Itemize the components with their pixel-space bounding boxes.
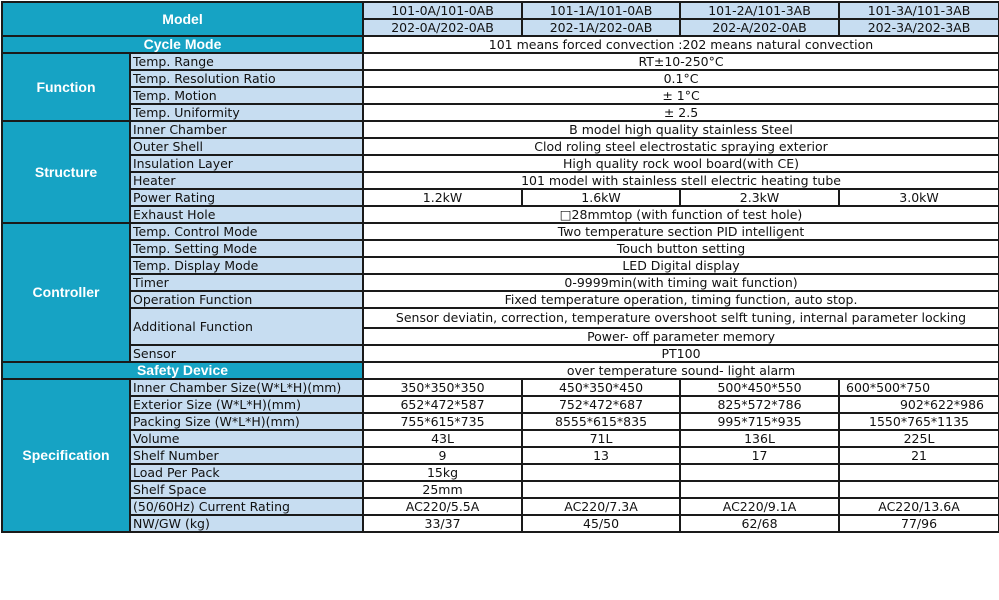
- row-label: Additional Function: [130, 308, 363, 345]
- safety-device-label: Safety Device: [2, 362, 363, 379]
- power-value-3: 2.3kW: [680, 189, 839, 206]
- row-label: Operation Function: [130, 291, 363, 308]
- row-label: Shelf Number: [130, 447, 363, 464]
- spec-value: 825*572*786: [680, 396, 839, 413]
- model-bottom-4: 202-3A/202-3AB: [839, 19, 999, 36]
- spec-row: [2, 413, 999, 430]
- spec-value: 21: [839, 447, 999, 464]
- spec-value: 71L: [522, 430, 680, 447]
- spec-value: 9: [363, 447, 522, 464]
- spec-value: 652*472*587: [363, 396, 522, 413]
- function-section-label: Function: [2, 53, 130, 121]
- spec-value: 33/37: [363, 515, 522, 532]
- spec-value: 25mm: [363, 481, 522, 498]
- controller-row: [2, 240, 999, 257]
- spec-row: [2, 447, 999, 464]
- function-row: [2, 104, 999, 121]
- spec-row: [2, 481, 999, 498]
- row-value: RT±10-250°C: [363, 53, 999, 70]
- spec-row: [2, 515, 999, 532]
- spec-value: [680, 464, 839, 481]
- cycle-mode-row: [2, 36, 999, 53]
- power-value-4: 3.0kW: [839, 189, 999, 206]
- row-value: LED Digital display: [363, 257, 999, 274]
- spec-value: 13: [522, 447, 680, 464]
- row-label: Temp. Setting Mode: [130, 240, 363, 257]
- row-label: Timer: [130, 274, 363, 291]
- spec-value: [839, 481, 999, 498]
- row-value: 0-9999min(with timing wait function): [363, 274, 999, 291]
- additional-function-line-2: Power- off parameter memory: [363, 328, 999, 345]
- spec-row: [2, 430, 999, 447]
- row-label: NW/GW (kg): [130, 515, 363, 532]
- model-top-1: 101-0A/101-0AB: [363, 2, 522, 19]
- spec-value: 500*450*550: [680, 379, 839, 396]
- safety-device-row: [2, 362, 999, 379]
- row-value: ± 2.5: [363, 104, 999, 121]
- row-label: Inner Chamber: [130, 121, 363, 138]
- function-row: [2, 70, 999, 87]
- row-value: Fixed temperature operation, timing function, auto stop.: [363, 291, 999, 308]
- row-label: Power Rating: [130, 189, 363, 206]
- spec-value: [839, 464, 999, 481]
- row-label: Sensor: [130, 345, 363, 362]
- structure-row: [2, 121, 999, 138]
- spec-value: 1550*765*1135: [839, 413, 999, 430]
- row-label: (50/60Hz) Current Rating: [130, 498, 363, 515]
- row-value: PT100: [363, 345, 999, 362]
- row-value: Two temperature section PID intelligent: [363, 223, 999, 240]
- additional-function-row: [2, 308, 999, 328]
- row-label: Temp. Display Mode: [130, 257, 363, 274]
- structure-row: [2, 138, 999, 155]
- spec-value: 600*500*750: [839, 379, 999, 396]
- spec-row: [2, 464, 999, 481]
- spec-value: AC220/13.6A: [839, 498, 999, 515]
- spec-value: 77/96: [839, 515, 999, 532]
- row-label: Packing Size (W*L*H)(mm): [130, 413, 363, 430]
- row-label: Volume: [130, 430, 363, 447]
- spec-value: 62/68: [680, 515, 839, 532]
- controller-row: [2, 274, 999, 291]
- controller-row: [2, 223, 999, 240]
- spec-value: [680, 481, 839, 498]
- additional-function-line-1: Sensor deviatin, correction, temperature overshoot selft tuning, internal parameter locking: [363, 308, 999, 328]
- row-label: Temp. Range: [130, 53, 363, 70]
- power-rating-row: [2, 189, 999, 206]
- model-header: Model: [2, 2, 363, 36]
- controller-row: [2, 257, 999, 274]
- spec-value: AC220/5.5A: [363, 498, 522, 515]
- model-bottom-1: 202-0A/202-0AB: [363, 19, 522, 36]
- spec-value: [522, 481, 680, 498]
- specification-section-label: Specification: [2, 379, 130, 532]
- row-value: Clod roling steel electrostatic spraying exterior: [363, 138, 999, 155]
- model-top-3: 101-2A/101-3AB: [680, 2, 839, 19]
- model-bottom-2: 202-1A/202-0AB: [522, 19, 680, 36]
- model-top-2: 101-1A/101-0AB: [522, 2, 680, 19]
- spec-value: 995*715*935: [680, 413, 839, 430]
- spec-value: 45/50: [522, 515, 680, 532]
- spec-value: 450*350*450: [522, 379, 680, 396]
- spec-row: [2, 396, 999, 413]
- spec-value: 15kg: [363, 464, 522, 481]
- spec-value: 136L: [680, 430, 839, 447]
- spec-value: 17: [680, 447, 839, 464]
- row-value: 101 model with stainless stell electric heating tube: [363, 172, 999, 189]
- spec-value: [522, 464, 680, 481]
- controller-row: [2, 291, 999, 308]
- row-label: Shelf Space: [130, 481, 363, 498]
- spec-value: 752*472*687: [522, 396, 680, 413]
- spec-value: AC220/7.3A: [522, 498, 680, 515]
- row-value: High quality rock wool board(with CE): [363, 155, 999, 172]
- row-label: Insulation Layer: [130, 155, 363, 172]
- controller-section-label: Controller: [2, 223, 130, 362]
- spec-row: [2, 498, 999, 515]
- row-label: Temp. Uniformity: [130, 104, 363, 121]
- structure-row: [2, 155, 999, 172]
- safety-device-value: over temperature sound- light alarm: [363, 362, 999, 379]
- row-value: B model high quality stainless Steel: [363, 121, 999, 138]
- spec-value: 902*622*986: [839, 396, 999, 413]
- model-row-top: [2, 2, 999, 19]
- model-top-4: 101-3A/101-3AB: [839, 2, 999, 19]
- structure-section-label: Structure: [2, 121, 130, 223]
- row-label: Temp. Control Mode: [130, 223, 363, 240]
- spec-row: [2, 379, 999, 396]
- function-row: [2, 87, 999, 104]
- spec-value: 225L: [839, 430, 999, 447]
- sensor-row: [2, 345, 999, 362]
- row-label: Exterior Size (W*L*H)(mm): [130, 396, 363, 413]
- spec-table: [1, 1, 999, 533]
- structure-row: [2, 172, 999, 189]
- spec-value: AC220/9.1A: [680, 498, 839, 515]
- row-label: Outer Shell: [130, 138, 363, 155]
- row-value: □28mmtop (with function of test hole): [363, 206, 999, 223]
- function-row: [2, 53, 999, 70]
- cycle-mode-value: 101 means forced convection :202 means natural convection: [363, 36, 999, 53]
- power-value-2: 1.6kW: [522, 189, 680, 206]
- row-value: Touch button setting: [363, 240, 999, 257]
- row-value: 0.1°C: [363, 70, 999, 87]
- row-label: Load Per Pack: [130, 464, 363, 481]
- spec-value: 8555*615*835: [522, 413, 680, 430]
- exhaust-hole-row: [2, 206, 999, 223]
- spec-value: 350*350*350: [363, 379, 522, 396]
- spec-value: 43L: [363, 430, 522, 447]
- spec-value: 755*615*735: [363, 413, 522, 430]
- cycle-mode-label: Cycle Mode: [2, 36, 363, 53]
- row-label: Exhaust Hole: [130, 206, 363, 223]
- row-label: Inner Chamber Size(W*L*H)(mm): [130, 379, 363, 396]
- row-label: Heater: [130, 172, 363, 189]
- row-label: Temp. Motion: [130, 87, 363, 104]
- model-bottom-3: 202-A/202-0AB: [680, 19, 839, 36]
- power-value-1: 1.2kW: [363, 189, 522, 206]
- row-value: ± 1°C: [363, 87, 999, 104]
- row-label: Temp. Resolution Ratio: [130, 70, 363, 87]
